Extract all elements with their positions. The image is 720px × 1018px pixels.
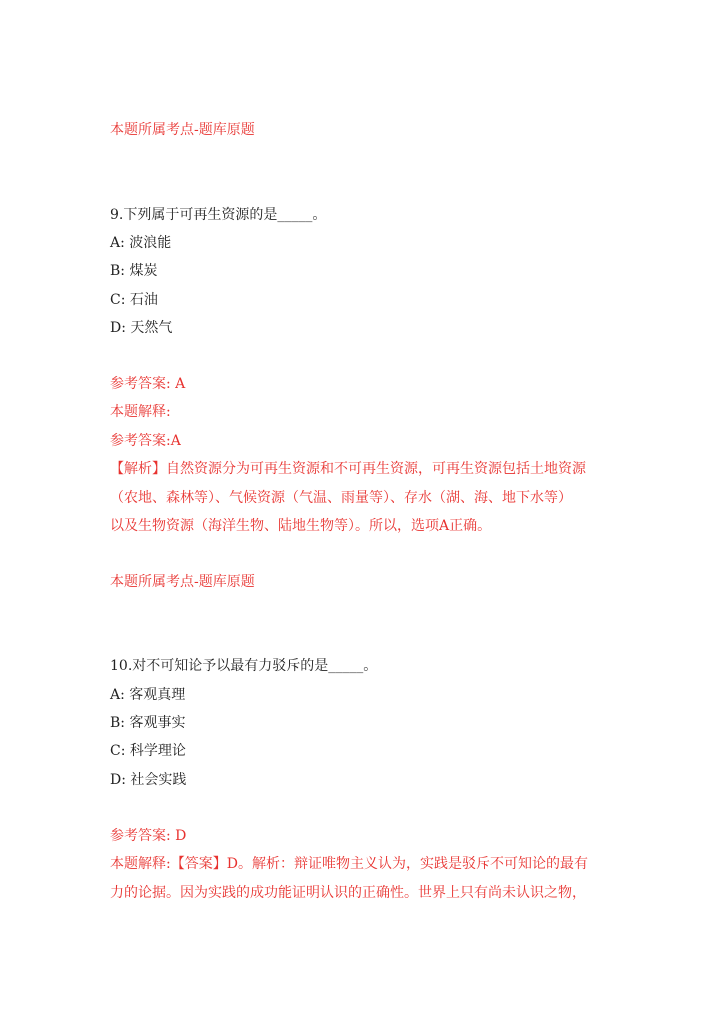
option-c: C: 科学理论 [110,743,186,759]
explanation-line: 以及生物资源（海洋生物、陆地生物等）。所以，选项A正确。 [110,518,492,534]
answer-repeat: 参考答案:A [110,433,181,449]
explanation-line: （农地、森林等）、气候资源（气温、雨量等）、存水（湖、海、地下水等） [110,490,572,506]
question-text: 10.对不可知论予以最有力驳斥的是_____。 [110,658,378,674]
answer-label: 参考答案: A [110,376,186,392]
answer-label: 参考答案: D [110,828,187,844]
option-d: D: 天然气 [110,320,173,336]
topic-source-label: 本题所属考点-题库原题 [110,574,255,590]
option-d: D: 社会实践 [110,772,187,788]
explanation-line: 力的论据。因为实践的成功能证明认识的正确性。世界上只有尚未认识之物， [110,885,586,901]
option-c: C: 石油 [110,292,158,308]
option-b: B: 煤炭 [110,263,158,279]
option-a: A: 客观真理 [110,687,186,703]
question-text: 9.下列属于可再生资源的是_____。 [110,207,327,223]
topic-source-label: 本题所属考点-题库原题 [110,122,255,138]
explanation-line: 本题解释:【答案】D。解析：辩证唯物主义认为，实践是驳斥不可知论的最有 [110,856,588,872]
option-a: A: 波浪能 [110,235,172,251]
explanation-label: 本题解释: [110,404,171,420]
explanation-line: 【解析】自然资源分为可再生资源和不可再生资源，可再生资源包括土地资源 [110,461,586,477]
option-b: B: 客观事实 [110,715,186,731]
